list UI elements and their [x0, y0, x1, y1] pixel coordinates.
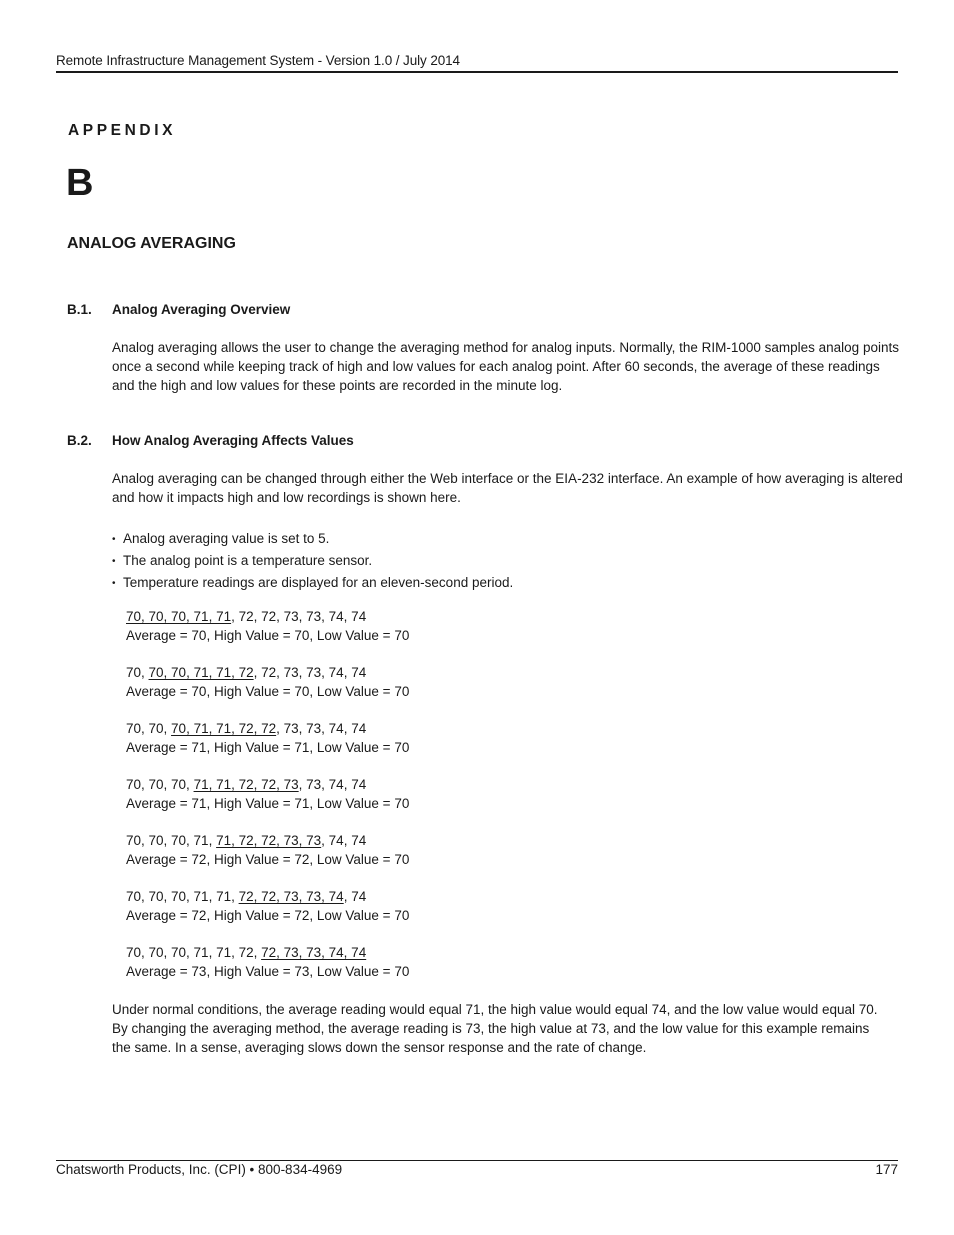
reading-sequence: [126, 664, 409, 683]
reading-sequence: [126, 608, 409, 627]
reading-sequence: [126, 832, 409, 851]
example-result: Average = 71, High Value = 71, Low Value = 70: [126, 795, 410, 811]
example-block: [126, 664, 409, 701]
footer-rule: [56, 1160, 898, 1161]
reading-prefix: 70, 70,: [126, 721, 172, 736]
reading-suffix: , 73, 73, 74, 74: [276, 721, 367, 736]
paragraph-line: By changing the averaging method, the average reading is 73, the high value at 73, and the low value for this example remains: [112, 1021, 870, 1036]
averaged-window: 71, 72, 72, 73, 73: [216, 833, 322, 848]
example-result: Average = 72, High Value = 72, Low Value = 70: [126, 907, 410, 923]
header-title: Remote Infrastructure Management System - Version 1.0 / July 2014: [56, 53, 460, 68]
bullet-list: [112, 528, 513, 594]
averaged-window: 70, 71, 71, 72, 72: [171, 721, 277, 736]
averaged-window: 70, 70, 71, 71, 72: [148, 665, 254, 680]
example-result: Average = 70, High Value = 70, Low Value = 70: [126, 683, 410, 699]
reading-suffix: , 73, 74, 74: [298, 777, 367, 792]
list-item: [112, 528, 513, 550]
list-item-text: Analog averaging value is set to 5.: [123, 531, 330, 546]
paragraph-line: once a second while keeping track of high and low values for each analog point. After 60 seconds, the average of these readings: [112, 359, 880, 374]
paragraph-line: Under normal conditions, the average reading would equal 71, the high value would equal 74, and the low value would equal 70.: [112, 1002, 878, 1017]
reading-suffix: , 74: [343, 889, 367, 904]
bullet-icon: •: [112, 534, 116, 545]
reading-suffix: , 74, 74: [321, 833, 367, 848]
example-block: [126, 608, 409, 645]
paragraph-line: and the high and low values for these points are recorded in the minute log.: [112, 378, 563, 393]
section-number: B.2.: [67, 433, 92, 448]
averaged-window: 72, 72, 73, 73, 74: [238, 889, 344, 904]
reading-sequence: [126, 944, 409, 963]
averaged-window: 72, 73, 73, 74, 74: [261, 945, 367, 960]
section-paragraph: [112, 338, 899, 395]
list-item-text: The analog point is a temperature sensor.: [123, 553, 373, 568]
averaged-window: 70, 70, 70, 71, 71: [126, 609, 232, 624]
averaged-window: 71, 71, 72, 72, 73: [193, 777, 299, 792]
example-result: Average = 70, High Value = 70, Low Value = 70: [126, 627, 410, 643]
example-block: [126, 888, 409, 925]
page-number: 177: [875, 1162, 898, 1177]
reading-suffix: , 72, 73, 73, 74, 74: [253, 665, 367, 680]
reading-prefix: 70, 70, 70,: [126, 777, 194, 792]
chapter-title: ANALOG AVERAGING: [67, 235, 236, 252]
footer-company: Chatsworth Products, Inc. (CPI) • 800-834-4969: [56, 1162, 343, 1177]
paragraph-line: and how it impacts high and low recordings is shown here.: [112, 490, 461, 505]
appendix-letter: B: [66, 162, 94, 204]
conclusion-paragraph: [112, 1000, 878, 1057]
section-title: How Analog Averaging Affects Values: [112, 433, 354, 448]
appendix-label: APPENDIX: [68, 122, 177, 139]
example-block: [126, 776, 409, 813]
reading-prefix: 70,: [126, 665, 149, 680]
example-result: Average = 71, High Value = 71, Low Value = 70: [126, 739, 410, 755]
paragraph-line: Analog averaging allows the user to change the averaging method for analog inputs. Normally, the RIM-1000 samples analog points: [112, 340, 899, 355]
section-title: Analog Averaging Overview: [112, 302, 291, 317]
list-item-text: Temperature readings are displayed for an eleven-second period.: [123, 575, 514, 590]
header-rule: [56, 71, 898, 73]
example-block: [126, 944, 409, 981]
bullet-icon: •: [112, 556, 116, 567]
reading-sequence: [126, 720, 409, 739]
reading-sequence: [126, 888, 409, 907]
example-block: [126, 720, 409, 757]
list-item: [112, 572, 513, 594]
section-paragraph: [112, 469, 903, 507]
section-number: B.1.: [67, 302, 92, 317]
reading-suffix: , 72, 72, 73, 73, 74, 74: [231, 609, 367, 624]
example-result: Average = 73, High Value = 73, Low Value = 70: [126, 963, 410, 979]
reading-prefix: 70, 70, 70, 71, 71,: [126, 889, 239, 904]
reading-prefix: 70, 70, 70, 71, 71, 72,: [126, 945, 262, 960]
reading-prefix: 70, 70, 70, 71,: [126, 833, 217, 848]
example-block: [126, 832, 409, 869]
paragraph-line: the same. In a sense, averaging slows down the sensor response and the rate of change.: [112, 1040, 647, 1055]
list-item: [112, 550, 513, 572]
reading-sequence: [126, 776, 409, 795]
paragraph-line: Analog averaging can be changed through either the Web interface or the EIA-232 interface. An example of how averaging is altered: [112, 471, 903, 486]
example-result: Average = 72, High Value = 72, Low Value = 70: [126, 851, 410, 867]
bullet-icon: •: [112, 578, 116, 589]
